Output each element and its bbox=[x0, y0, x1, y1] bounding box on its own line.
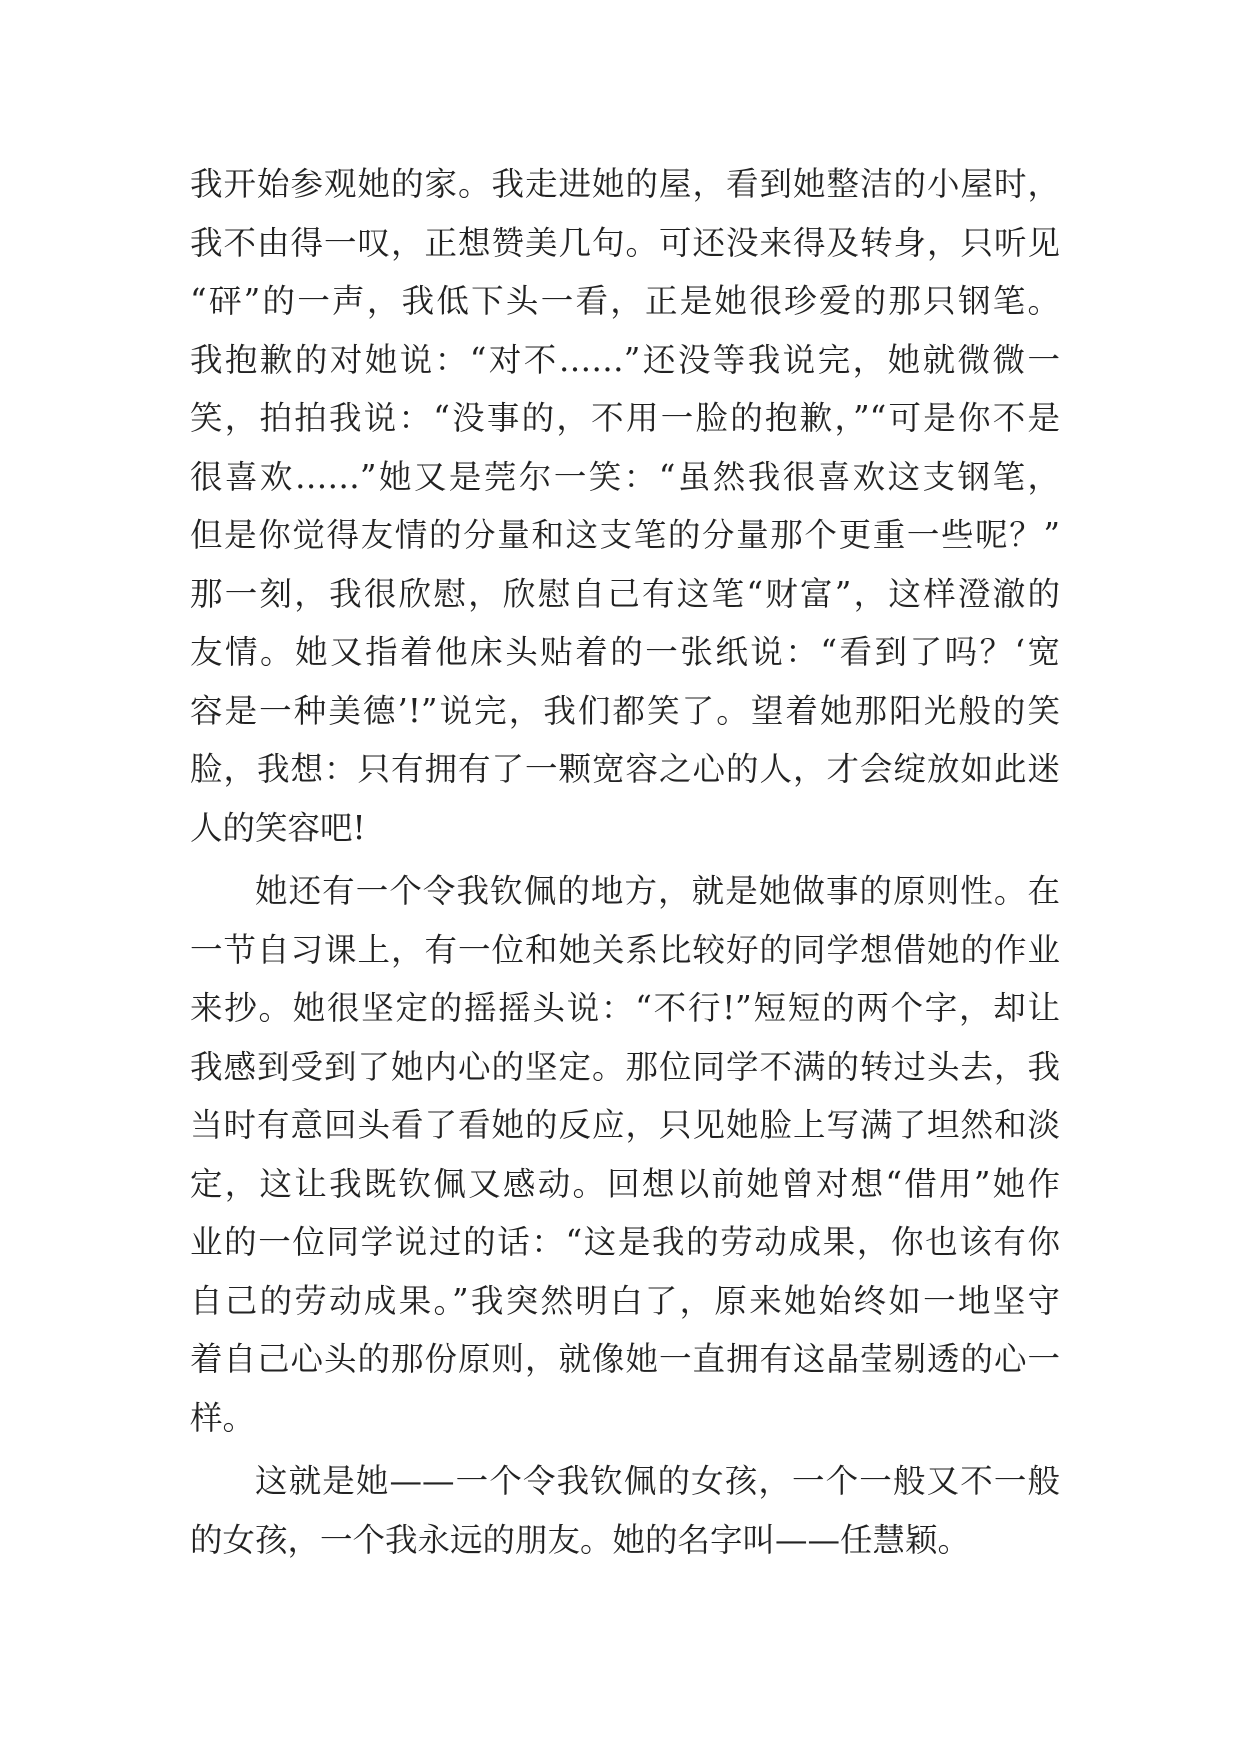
text-line: 她还有一个令我钦佩的地方，就是她做事的原则性。在 bbox=[255, 872, 1060, 910]
text-line: 业的一位同学说过的话：“这是我的劳动成果，你也该有你 bbox=[190, 1223, 1060, 1261]
text-line: 容是一种美德’!”说完，我们都笑了。望着她那阳光般的笑 bbox=[190, 691, 1060, 730]
text-line: 来抄。她很坚定的摇摇头说：“不行!”短短的两个字，却让 bbox=[190, 989, 1060, 1027]
text-line: 我感到受到了她内心的坚定。那位同学不满的转过头去，我 bbox=[190, 1047, 1060, 1086]
text-line: 我抱歉的对她说：“对不……”还没等我说完，她就微微一 bbox=[190, 340, 1060, 379]
text-line: 我开始参观她的家。我走进她的屋，看到她整洁的小屋时， bbox=[190, 165, 1060, 203]
text-line: 脸，我想：只有拥有了一颗宽容之心的人，才会绽放如此迷 bbox=[190, 750, 1060, 788]
text-line: 当时有意回头看了看她的反应，只见她脸上写满了坦然和淡 bbox=[190, 1106, 1060, 1144]
text-line: “砰”的一声，我低下头一看，正是她很珍爱的那只钢笔。 bbox=[190, 282, 1060, 320]
text-line: 我不由得一叹，正想赞美几句。可还没来得及转身，只听见 bbox=[190, 223, 1060, 262]
text-line: 但是你觉得友情的分量和这支笔的分量那个更重一些呢？” bbox=[190, 516, 1060, 554]
paragraph-2 bbox=[190, 862, 1060, 1447]
essay-body bbox=[190, 155, 1060, 1569]
text-line: 样。 bbox=[190, 1398, 256, 1437]
text-line: 的女孩，一个我永远的朋友。她的名字叫——任慧颖。 bbox=[190, 1520, 971, 1559]
text-line: 笑，拍拍我说：“没事的，不用一脸的抱歉，”“可是你不是 bbox=[190, 399, 1060, 437]
text-line: 着自己心头的那份原则，就像她一直拥有这晶莹剔透的心一 bbox=[190, 1340, 1060, 1378]
paragraph-1 bbox=[190, 155, 1060, 857]
text-line: 定，这让我既钦佩又感动。回想以前她曾对想“借用”她作 bbox=[190, 1164, 1060, 1203]
text-line: 很喜欢……”她又是莞尔一笑：“虽然我很喜欢这支钢笔， bbox=[190, 457, 1060, 496]
text-line: 一节自习课上，有一位和她关系比较好的同学想借她的作业 bbox=[190, 930, 1060, 969]
text-line: 自己的劳动成果。”我突然明白了，原来她始终如一地坚守 bbox=[190, 1281, 1060, 1320]
text-line: 人的笑容吧! bbox=[190, 808, 366, 847]
text-line: 这就是她——一个令我钦佩的女孩，一个一般又不一般 bbox=[255, 1462, 1060, 1500]
text-line: 友情。她又指着他床头贴着的一张纸说：“看到了吗？‘宽 bbox=[190, 633, 1060, 671]
paragraph-3 bbox=[190, 1452, 1060, 1569]
text-line: 那一刻，我很欣慰，欣慰自己有这笔“财富”，这样澄澈的 bbox=[190, 574, 1060, 613]
